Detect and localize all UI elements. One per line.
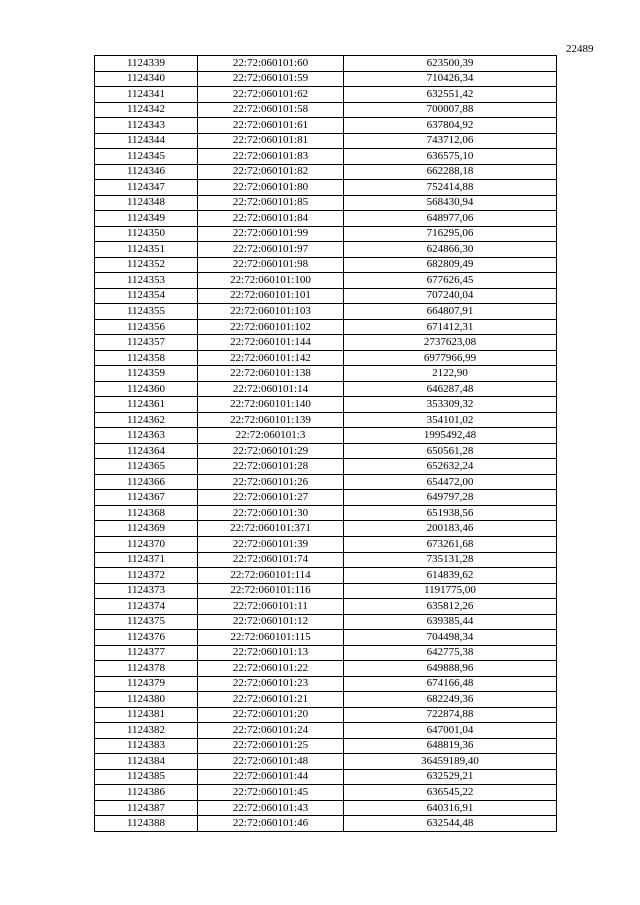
table-row <box>95 366 557 382</box>
value-cell: 568430,94 <box>344 195 557 211</box>
cadastral-number-cell: 22:72:060101:98 <box>198 257 344 273</box>
row-id-cell: 1124371 <box>95 552 198 568</box>
table-row <box>95 754 557 770</box>
table-row <box>95 614 557 630</box>
row-id-cell: 1124344 <box>95 133 198 149</box>
value-cell: 632544,48 <box>344 816 557 832</box>
table-row <box>95 536 557 552</box>
value-cell: 647001,04 <box>344 723 557 739</box>
value-cell: 353309,32 <box>344 397 557 413</box>
table-row <box>95 149 557 165</box>
value-cell: 651938,56 <box>344 505 557 521</box>
table-row <box>95 707 557 723</box>
row-id-cell: 1124377 <box>95 645 198 661</box>
value-cell: 648977,06 <box>344 211 557 227</box>
cadastral-number-cell: 22:72:060101:84 <box>198 211 344 227</box>
table-row <box>95 474 557 490</box>
cadastral-number-cell: 22:72:060101:20 <box>198 707 344 723</box>
value-cell: 1191775,00 <box>344 583 557 599</box>
cadastral-number-cell: 22:72:060101:25 <box>198 738 344 754</box>
value-cell: 636575,10 <box>344 149 557 165</box>
table-row <box>95 692 557 708</box>
value-cell: 635812,26 <box>344 599 557 615</box>
row-id-cell: 1124349 <box>95 211 198 227</box>
table-row <box>95 273 557 289</box>
cadastral-number-cell: 22:72:060101:44 <box>198 769 344 785</box>
cadastral-number-cell: 22:72:060101:14 <box>198 381 344 397</box>
cadastral-number-cell: 22:72:060101:144 <box>198 335 344 351</box>
row-id-cell: 1124364 <box>95 443 198 459</box>
table-row <box>95 568 557 584</box>
cadastral-number-cell: 22:72:060101:60 <box>198 56 344 72</box>
cadastral-number-cell: 22:72:060101:13 <box>198 645 344 661</box>
page-number: 22489 <box>566 43 594 55</box>
row-id-cell: 1124347 <box>95 180 198 196</box>
table-row <box>95 521 557 537</box>
value-cell: 682809,49 <box>344 257 557 273</box>
row-id-cell: 1124382 <box>95 723 198 739</box>
row-id-cell: 1124345 <box>95 149 198 165</box>
table-row <box>95 428 557 444</box>
cadastral-number-cell: 22:72:060101:371 <box>198 521 344 537</box>
row-id-cell: 1124356 <box>95 319 198 335</box>
cadastral-number-cell: 22:72:060101:29 <box>198 443 344 459</box>
row-id-cell: 1124383 <box>95 738 198 754</box>
value-cell: 632529,21 <box>344 769 557 785</box>
table-row <box>95 583 557 599</box>
row-id-cell: 1124365 <box>95 459 198 475</box>
cadastral-number-cell: 22:72:060101:24 <box>198 723 344 739</box>
row-id-cell: 1124374 <box>95 599 198 615</box>
table-row <box>95 661 557 677</box>
value-cell: 2122,90 <box>344 366 557 382</box>
row-id-cell: 1124361 <box>95 397 198 413</box>
row-id-cell: 1124373 <box>95 583 198 599</box>
table-row <box>95 816 557 832</box>
value-cell: 664807,91 <box>344 304 557 320</box>
value-cell: 662288,18 <box>344 164 557 180</box>
row-id-cell: 1124375 <box>95 614 198 630</box>
cadastral-number-cell: 22:72:060101:46 <box>198 816 344 832</box>
cadastral-number-cell: 22:72:060101:81 <box>198 133 344 149</box>
cadastral-number-cell: 22:72:060101:43 <box>198 800 344 816</box>
cadastral-number-cell: 22:72:060101:22 <box>198 661 344 677</box>
value-cell: 2737623,08 <box>344 335 557 351</box>
value-cell: 722874,88 <box>344 707 557 723</box>
table-row <box>95 630 557 646</box>
row-id-cell: 1124355 <box>95 304 198 320</box>
cadastral-number-cell: 22:72:060101:83 <box>198 149 344 165</box>
table-row <box>95 381 557 397</box>
cadastral-number-cell: 22:72:060101:39 <box>198 536 344 552</box>
value-cell: 682249,36 <box>344 692 557 708</box>
table-row <box>95 412 557 428</box>
table-row <box>95 397 557 413</box>
row-id-cell: 1124369 <box>95 521 198 537</box>
cadastral-number-cell: 22:72:060101:30 <box>198 505 344 521</box>
table-row <box>95 459 557 475</box>
table-row <box>95 257 557 273</box>
value-cell: 677626,45 <box>344 273 557 289</box>
table-row <box>95 738 557 754</box>
row-id-cell: 1124372 <box>95 568 198 584</box>
cadastral-number-cell: 22:72:060101:28 <box>198 459 344 475</box>
table-row <box>95 195 557 211</box>
cadastral-number-cell: 22:72:060101:58 <box>198 102 344 118</box>
cadastral-number-cell: 22:72:060101:116 <box>198 583 344 599</box>
value-cell: 710426,34 <box>344 71 557 87</box>
value-cell: 36459189,40 <box>344 754 557 770</box>
value-cell: 743712,06 <box>344 133 557 149</box>
value-cell: 614839,62 <box>344 568 557 584</box>
cadastral-number-cell: 22:72:060101:48 <box>198 754 344 770</box>
row-id-cell: 1124385 <box>95 769 198 785</box>
value-cell: 650561,28 <box>344 443 557 459</box>
table-row <box>95 350 557 366</box>
cadastral-number-cell: 22:72:060101:142 <box>198 350 344 366</box>
value-cell: 354101,02 <box>344 412 557 428</box>
row-id-cell: 1124384 <box>95 754 198 770</box>
table-row <box>95 599 557 615</box>
cadastral-number-cell: 22:72:060101:85 <box>198 195 344 211</box>
row-id-cell: 1124387 <box>95 800 198 816</box>
cadastral-number-cell: 22:72:060101:99 <box>198 226 344 242</box>
cadastral-number-cell: 22:72:060101:45 <box>198 785 344 801</box>
row-id-cell: 1124346 <box>95 164 198 180</box>
value-cell: 636545,22 <box>344 785 557 801</box>
value-cell: 674166,48 <box>344 676 557 692</box>
row-id-cell: 1124343 <box>95 118 198 134</box>
table-row <box>95 785 557 801</box>
value-cell: 649888,96 <box>344 661 557 677</box>
cadastral-number-cell: 22:72:060101:115 <box>198 630 344 646</box>
cadastral-number-cell: 22:72:060101:21 <box>198 692 344 708</box>
table-row <box>95 319 557 335</box>
value-cell: 623500,39 <box>344 56 557 72</box>
cadastral-number-cell: 22:72:060101:74 <box>198 552 344 568</box>
cadastral-number-cell: 22:72:060101:101 <box>198 288 344 304</box>
cadastral-number-cell: 22:72:060101:102 <box>198 319 344 335</box>
row-id-cell: 1124368 <box>95 505 198 521</box>
cadastral-number-cell: 22:72:060101:62 <box>198 87 344 103</box>
value-cell: 673261,68 <box>344 536 557 552</box>
value-cell: 735131,28 <box>344 552 557 568</box>
row-id-cell: 1124357 <box>95 335 198 351</box>
table-row <box>95 211 557 227</box>
row-id-cell: 1124366 <box>95 474 198 490</box>
value-cell: 704498,34 <box>344 630 557 646</box>
row-id-cell: 1124360 <box>95 381 198 397</box>
row-id-cell: 1124379 <box>95 676 198 692</box>
table-row <box>95 335 557 351</box>
row-id-cell: 1124381 <box>95 707 198 723</box>
value-cell: 671412,31 <box>344 319 557 335</box>
table-row <box>95 443 557 459</box>
row-id-cell: 1124342 <box>95 102 198 118</box>
row-id-cell: 1124378 <box>95 661 198 677</box>
table-row <box>95 304 557 320</box>
table-row <box>95 118 557 134</box>
row-id-cell: 1124370 <box>95 536 198 552</box>
cadastral-number-cell: 22:72:060101:140 <box>198 397 344 413</box>
row-id-cell: 1124348 <box>95 195 198 211</box>
table-row <box>95 133 557 149</box>
value-cell: 640316,91 <box>344 800 557 816</box>
cadastral-number-cell: 22:72:060101:80 <box>198 180 344 196</box>
row-id-cell: 1124341 <box>95 87 198 103</box>
cadastral-number-cell: 22:72:060101:11 <box>198 599 344 615</box>
value-cell: 624866,30 <box>344 242 557 258</box>
table-row <box>95 505 557 521</box>
row-id-cell: 1124376 <box>95 630 198 646</box>
row-id-cell: 1124352 <box>95 257 198 273</box>
row-id-cell: 1124358 <box>95 350 198 366</box>
value-cell: 648819,36 <box>344 738 557 754</box>
row-id-cell: 1124354 <box>95 288 198 304</box>
cadastral-number-cell: 22:72:060101:3 <box>198 428 344 444</box>
value-cell: 707240,04 <box>344 288 557 304</box>
value-cell: 642775,38 <box>344 645 557 661</box>
table-row <box>95 102 557 118</box>
value-cell: 752414,88 <box>344 180 557 196</box>
row-id-cell: 1124363 <box>95 428 198 444</box>
row-id-cell: 1124359 <box>95 366 198 382</box>
cadastral-number-cell: 22:72:060101:61 <box>198 118 344 134</box>
cadastral-number-cell: 22:72:060101:138 <box>198 366 344 382</box>
cadastral-number-cell: 22:72:060101:97 <box>198 242 344 258</box>
table-body <box>95 56 557 832</box>
row-id-cell: 1124362 <box>95 412 198 428</box>
cadastral-number-cell: 22:72:060101:114 <box>198 568 344 584</box>
cadastral-number-cell: 22:72:060101:27 <box>198 490 344 506</box>
cadastral-number-cell: 22:72:060101:103 <box>198 304 344 320</box>
cadastral-number-cell: 22:72:060101:82 <box>198 164 344 180</box>
value-cell: 716295,06 <box>344 226 557 242</box>
value-cell: 652632,24 <box>344 459 557 475</box>
cadastral-number-cell: 22:72:060101:139 <box>198 412 344 428</box>
table-row <box>95 56 557 72</box>
row-id-cell: 1124367 <box>95 490 198 506</box>
table-row <box>95 242 557 258</box>
table-row <box>95 87 557 103</box>
table-row <box>95 226 557 242</box>
row-id-cell: 1124380 <box>95 692 198 708</box>
row-id-cell: 1124339 <box>95 56 198 72</box>
value-cell: 200183,46 <box>344 521 557 537</box>
value-cell: 654472,00 <box>344 474 557 490</box>
cadastral-number-cell: 22:72:060101:12 <box>198 614 344 630</box>
value-cell: 646287,48 <box>344 381 557 397</box>
table-row <box>95 164 557 180</box>
table-row <box>95 800 557 816</box>
value-cell: 649797,28 <box>344 490 557 506</box>
cadastral-number-cell: 22:72:060101:26 <box>198 474 344 490</box>
value-cell: 700007,88 <box>344 102 557 118</box>
table-row <box>95 71 557 87</box>
value-cell: 1995492,48 <box>344 428 557 444</box>
data-table <box>94 55 557 832</box>
row-id-cell: 1124353 <box>95 273 198 289</box>
row-id-cell: 1124386 <box>95 785 198 801</box>
row-id-cell: 1124350 <box>95 226 198 242</box>
row-id-cell: 1124388 <box>95 816 198 832</box>
value-cell: 639385,44 <box>344 614 557 630</box>
table-row <box>95 552 557 568</box>
table-row <box>95 288 557 304</box>
table-row <box>95 645 557 661</box>
value-cell: 632551,42 <box>344 87 557 103</box>
table-row <box>95 676 557 692</box>
table-row <box>95 769 557 785</box>
row-id-cell: 1124340 <box>95 71 198 87</box>
table-row <box>95 723 557 739</box>
cadastral-number-cell: 22:72:060101:59 <box>198 71 344 87</box>
row-id-cell: 1124351 <box>95 242 198 258</box>
cadastral-number-cell: 22:72:060101:100 <box>198 273 344 289</box>
cadastral-number-cell: 22:72:060101:23 <box>198 676 344 692</box>
value-cell: 6977966,99 <box>344 350 557 366</box>
value-cell: 637804,92 <box>344 118 557 134</box>
table-row <box>95 490 557 506</box>
table-row <box>95 180 557 196</box>
